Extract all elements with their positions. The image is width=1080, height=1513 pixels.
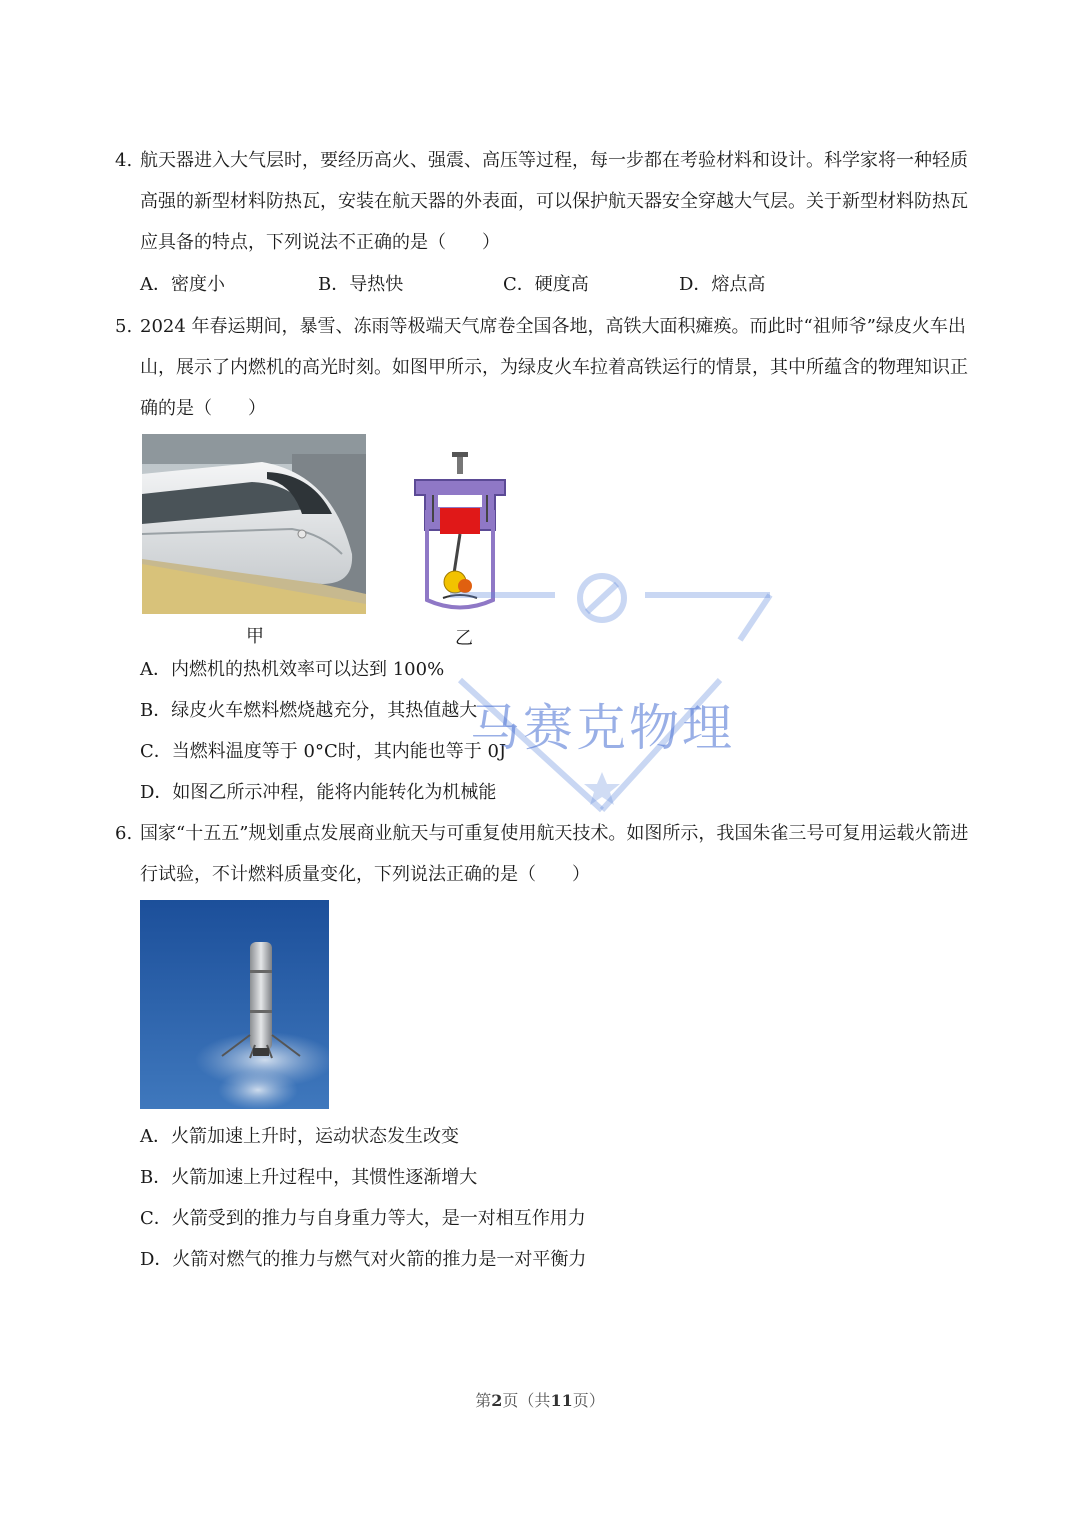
option-d: D．火箭对燃气的推力与燃气对火箭的推力是一对平衡力	[140, 1249, 587, 1270]
option-a: A．火箭加速上升时，运动状态发生改变	[140, 1126, 459, 1147]
footer-prefix: 第	[475, 1391, 492, 1410]
figure-caption-yi: 乙	[455, 628, 473, 649]
option-c: C．火箭受到的推力与自身重力等大，是一对相互作用力	[140, 1208, 586, 1229]
question-6	[115, 813, 975, 895]
figure-caption-jia: 甲	[246, 626, 264, 647]
option-a: A．密度小	[140, 274, 225, 295]
rocket-photo	[140, 900, 329, 1109]
question-5	[115, 306, 975, 429]
total-page-count: 11	[550, 1391, 573, 1410]
option-c: C．硬度高	[503, 274, 589, 295]
option-b: B．导热快	[318, 274, 404, 295]
question-number: 6.	[115, 823, 133, 844]
current-page-number: 2	[491, 1391, 503, 1410]
option-a: A．内燃机的热机效率可以达到 100%	[140, 659, 445, 680]
option-b: B．绿皮火车燃料燃烧越充分，其热值越大	[140, 700, 478, 721]
question-4	[115, 140, 975, 263]
question-stem: 国家“十五五”规划重点发展商业航天与可重复使用航天技术。如图所示，我国朱雀三号可复用运载火箭进行试验，不计燃料质量变化，下列说法正确的是（ ）	[140, 823, 969, 885]
question-stem: 航天器进入大气层时，要经历高火、强震、高压等过程，每一步都在考验材料和设计。科学家将一种轻质高强的新型材料防热瓦，安装在航天器的外表面，可以保护航天器安全穿越大气层。关于新型材料防热瓦应具备的特点，下列说法不正确的是（ ）	[140, 150, 968, 253]
option-d: D．熔点高	[679, 274, 766, 295]
option-c: C．当燃料温度等于 0°C时，其内能也等于 0J	[140, 741, 507, 762]
question-number: 4.	[115, 150, 133, 171]
page-footer	[0, 1388, 1080, 1411]
footer-suffix: 页）	[572, 1391, 605, 1410]
option-d: D．如图乙所示冲程，能将内能转化为机械能	[140, 782, 497, 803]
footer-middle: 页（共	[502, 1391, 551, 1410]
question-stem: 2024 年春运期间，暴雪、冻雨等极端天气席卷全国各地，高铁大面积瘫痪。而此时“祖师爷”绿皮火车出山，展示了内燃机的高光时刻。如图甲所示，为绿皮火车拉着高铁运行的情景，其中所蕴含的物理知识正确的是（ ）	[140, 316, 968, 419]
train-photo	[142, 434, 366, 614]
option-b: B．火箭加速上升过程中，其惯性逐渐增大	[140, 1167, 478, 1188]
watermark-text: 马赛克物理	[470, 699, 735, 757]
question-number: 5.	[115, 316, 133, 337]
